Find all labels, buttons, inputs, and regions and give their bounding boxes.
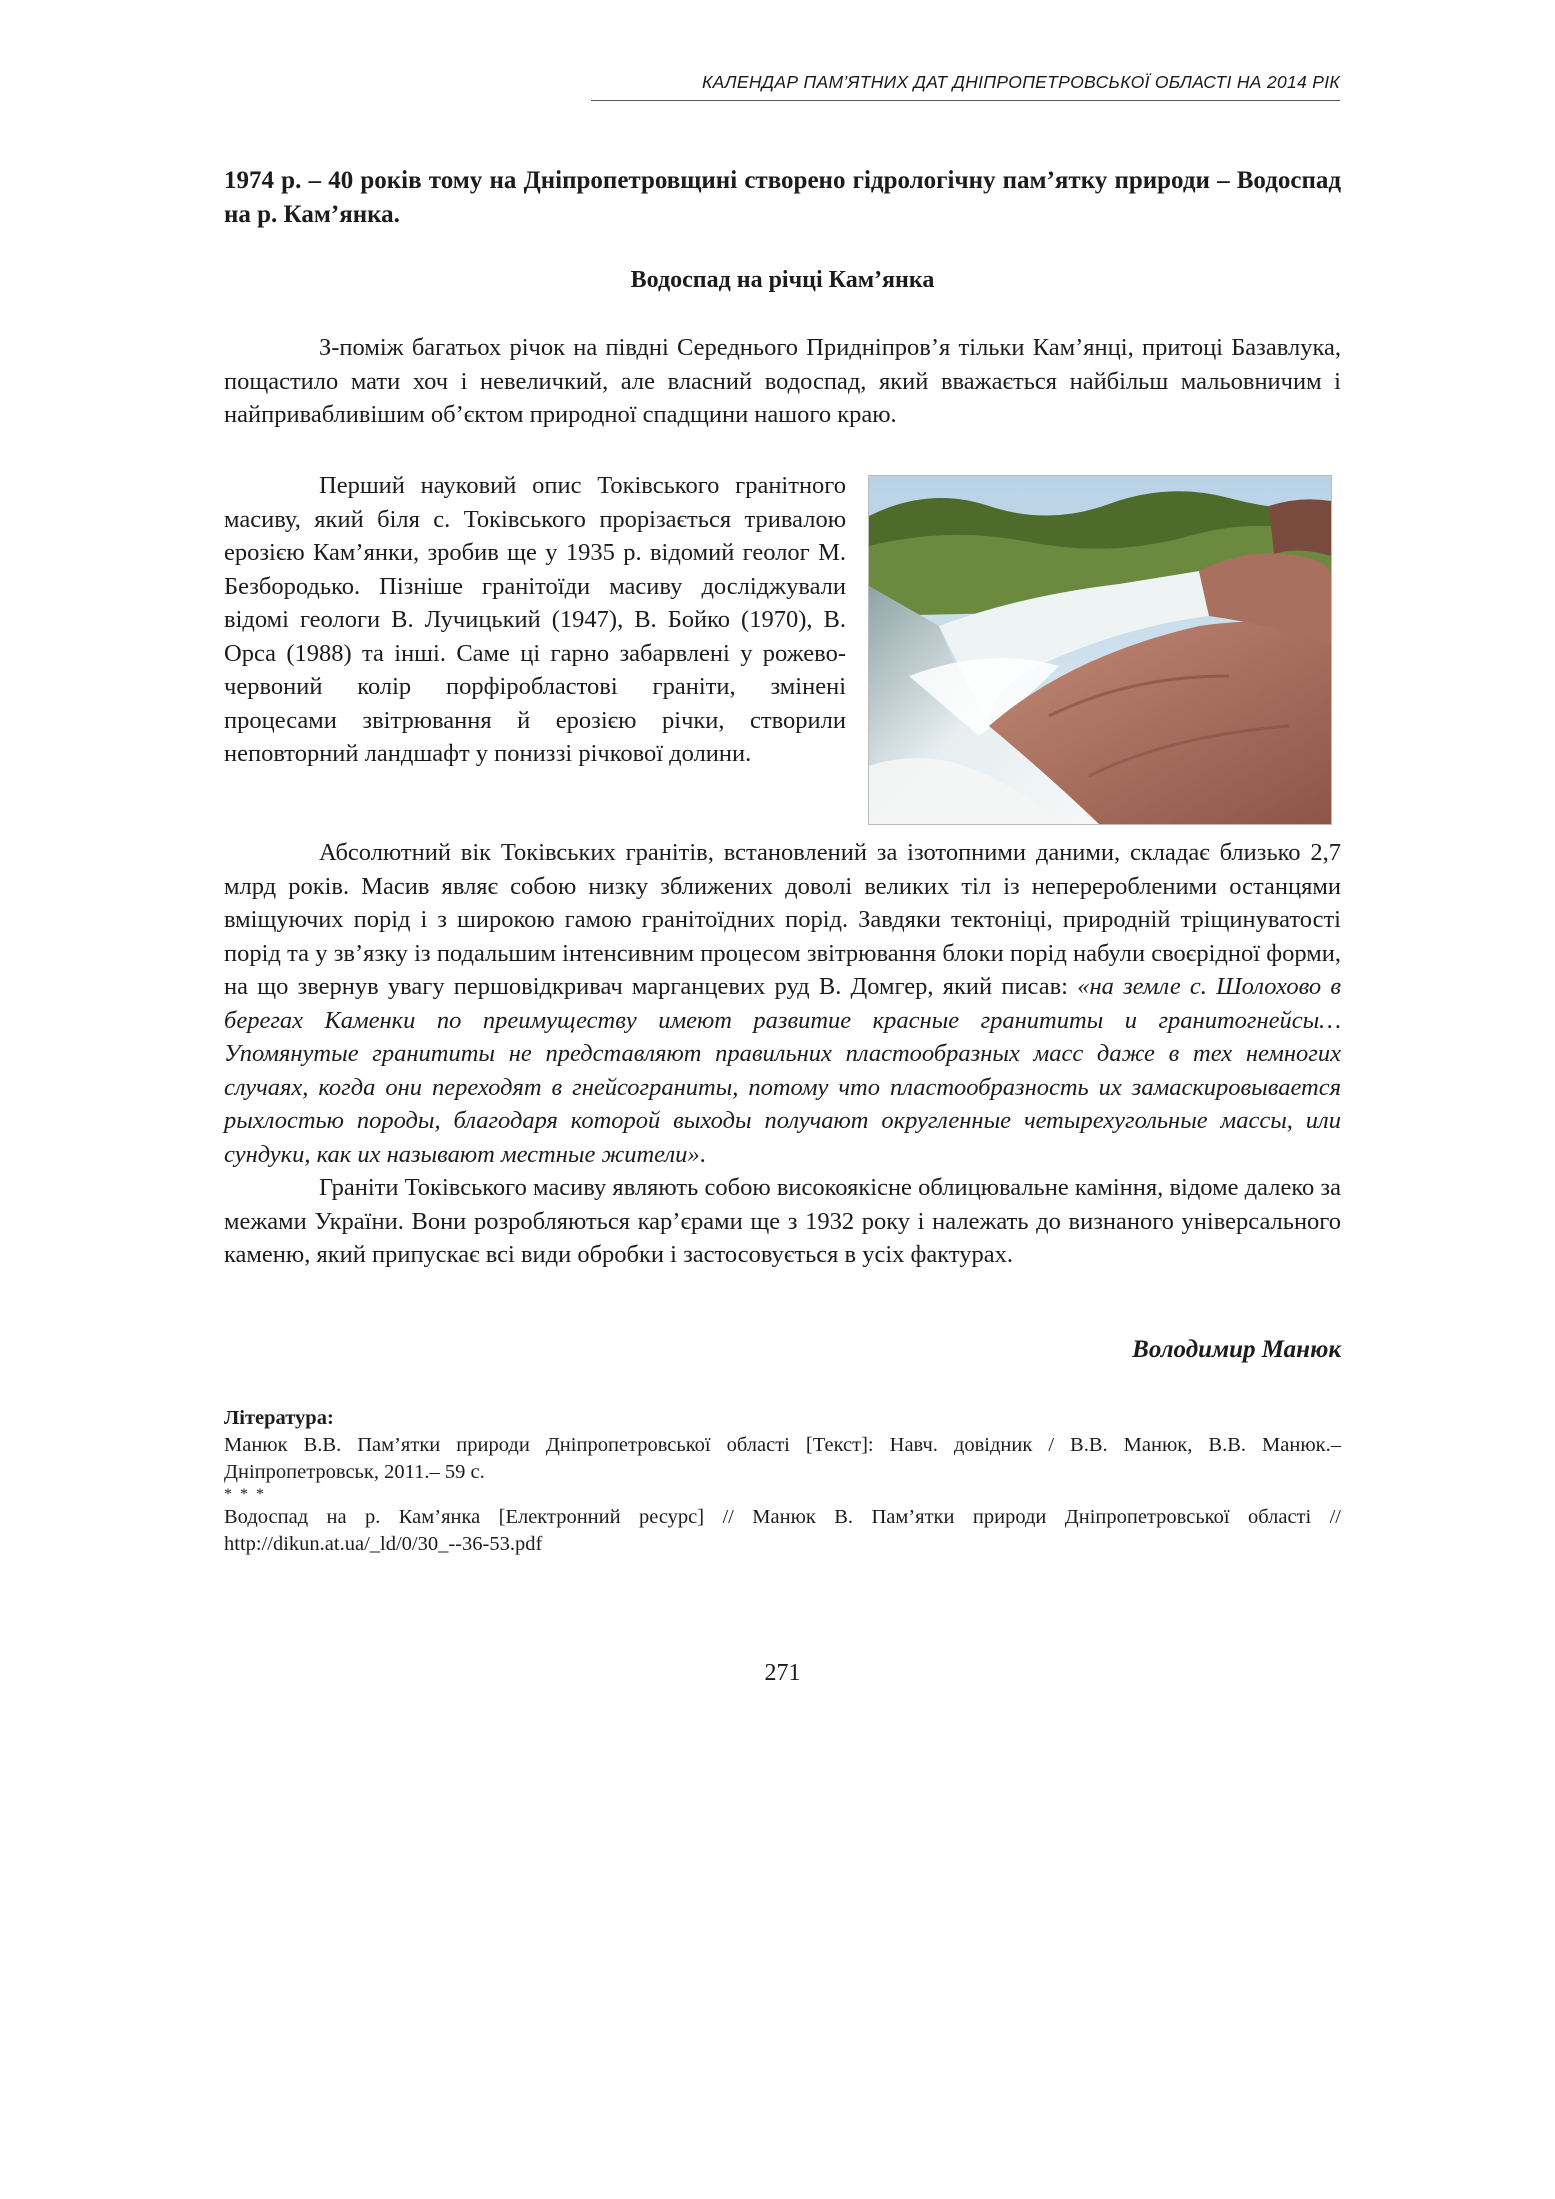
literature-label: Література: [224,1407,334,1429]
page-number: 271 [764,1660,801,1686]
waterfall-photo-illustration [869,476,1331,824]
paragraph-3 [224,836,1341,1171]
literature-entry-2: Водоспад на р. Кам’янка [Електронний ресурс] // Манюк В. Пам’ятки природи Дніпропетровської області // http://dikun.at.ua/_ld/0/30_--36-53.pdf [224,1506,1341,1555]
paragraph-3-end: . [699,1140,706,1168]
paragraph-3-lead: Абсолютний вік Токівських гранітів, встановлений за ізотопними даними, складає близько 2,7 млрд років. Масив являє собою низку зближених доволі великих тіл із непереробленими останцями вміщуючих порід і з широкою гамою гранітоїдних порід. Завдяки тектоніці, природній тріщинуватості порід та у зв’язку із подальшим інтенсивним процесом звітрювання блоки порід набули своєрідної форми, на що звернув увагу першовідкривач марганцевих руд В. Домгер, який писав: [224,839,1341,1000]
paragraph-1: З-поміж багатьох річок на півдні Середнього Придніпров’я тільки Кам’янці, притоці Базавлука, пощастило мати хоч і невеличкий, але власний водоспад, який вважається найбільш мальовничим і найпривабливішим об’єктом природної спадщини нашого краю. [224,334,1341,428]
author-signature: Володимир Манюк [1132,1336,1341,1363]
article-intro [224,331,1341,432]
literature-entry-1: Манюк В.В. Пам’ятки природи Дніпропетровської області [Текст]: Навч. довідник / В.В. Манюк, В.В. Манюк.– Дніпропетровськ, 2011.– 59 с. [224,1434,1341,1483]
waterfall-photo [868,475,1332,825]
literature-separator: * * * [224,1486,266,1503]
running-header: КАЛЕНДАР ПАМ’ЯТНИХ ДАТ ДНІПРОПЕТРОВСЬКОЇ ОБЛАСТІ НА 2014 РІК [701,72,1340,92]
article-continued [224,836,1341,1272]
domger-quote: «на земле с. Шолохово в берегах Каменки по преимуществу имеют развитие красные гранититы и гранитогнейсы… Упомянутые гранититы не представляют правильних пластообразных масс даже в тех немногих случаях, когда они переходят в гнейсограниты, потому что пластообразность их замаскировывается рыхлостью породы, благодаря которой выходы получают округленные четырехугольные массы, или сундуки, как их называют местные жители» [224,973,1341,1168]
event-title: 1974 р. – 40 років тому на Дніпропетровщині створено гідрологічну пам’ятку природи – Водоспад на р. Кам’янка. [224,167,1341,228]
paragraph-2: Перший науковий опис Токівського гранітного масиву, який біля с. Токівського прорізається тривалою ерозією Кам’янки, зробив ще у 1935 р. відомий геолог М. Безбородько. Пізніше гранітоїди масиву досліджували відомі геологи В. Лучицький (1947), В. Бойко (1970), В. Орса (1988) та інші. Саме ці гарно забарвлені у рожево-червоний колір порфіробластові граніти, змінені процесами звітрювання й ерозією річки, створили неповторний ландшафт у пониззі річкової долини. [224,472,846,767]
paragraph-4: Граніти Токівського масиву являють собою високоякісне облицювальне каміння, відоме далеко за межами України. Вони розробляються кар’єрами ще з 1932 року і належать до визнаного універсального каменю, який припускає всі види обробки і застосовується в усіх фактурах. [224,1174,1341,1268]
literature-section [224,1405,1341,1558]
header-rule [591,100,1340,101]
article-title: Водоспад на річці Кам’янка [630,267,935,293]
